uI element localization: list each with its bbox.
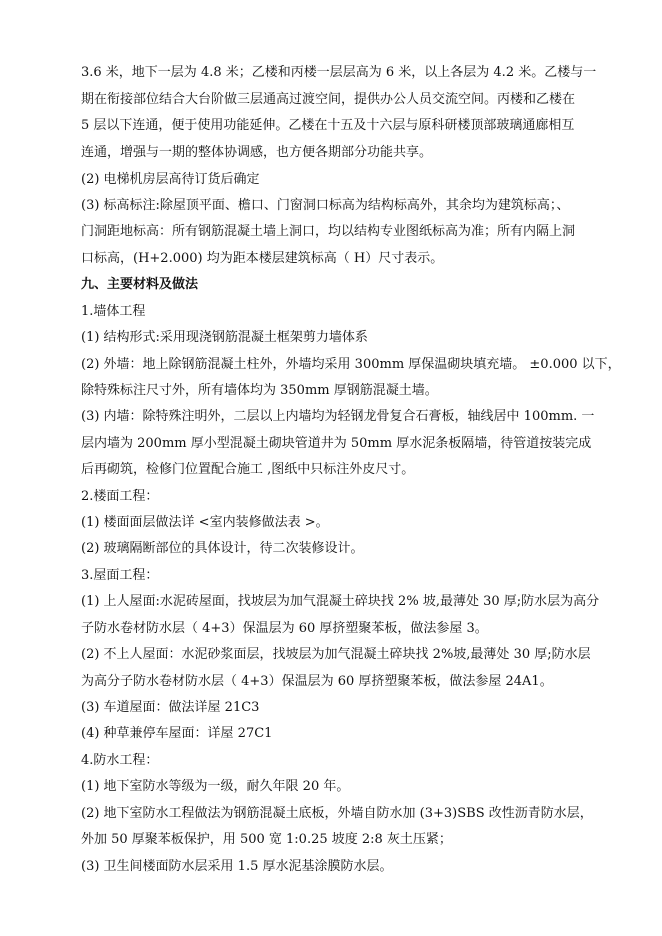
text-line: 3.屋面工程： [81,568,159,583]
text-line: 除特殊标注尺寸外，所有墙体均为 350mm 厚钢筋混凝土墙。 [81,383,438,398]
text-line: 2.楼面工程： [81,489,159,504]
text-line: 5 层以下连通，便于使用功能延伸。乙楼在十五及十六层与原科研楼顶部玻璃通廊相互 [81,118,575,133]
text-line: 为高分子防水卷材防水层（ 4+3）保温层为 60 厚挤塑聚苯板，做法参屋 24A1。 [81,674,553,689]
text-line: (1) 结构形式:采用现浇钢筋混凝土框架剪力墙体系 [81,330,368,345]
text-line: 外加 50 厚聚苯板保护，用 500 宽 1:0.25 坡度 2:8 灰土压紧； [81,832,452,847]
text-line: 4.防水工程： [81,753,159,768]
text-line: 期在衔接部位结合大台阶做三层通高过渡空间，提供办公人员交流空间。丙楼和乙楼在 [81,92,576,107]
text-line: (3) 标高标注:除屋顶平面、檐口、门窗洞口标高为结构标高外，其余均为建筑标高；、 [81,198,570,213]
text-line: (4) 种草兼停车屋面：详屋 27C1 [81,726,273,741]
text-line: 3.6 米，地下一层为 4.8 米；乙楼和丙楼一层层高为 6 米，以上各层为 4.2 米。乙楼与一 [81,65,597,80]
text-line: 层内墙为 200mm 厚小型混凝土砌块管道井为 50mm 厚水泥条板隔墙，待管道按装完成 [81,436,592,451]
text-line: (2) 外墙：地上除钢筋混凝土柱外，外墙均采用 300mm 厚保温砌块填充墙。 ±0.000 以下， [81,357,621,372]
text-line: 后再砌筑，检修门位置配合施工 ,图纸中只标注外皮尺寸。 [81,462,415,477]
text-line: (1) 楼面面层做法详 <室内装修做法表 >。 [81,515,329,530]
text-line: (1) 上人屋面:水泥砖屋面，找坡层为加气混凝土碎块找 2% 坡,最薄处 30 厚;防水层为高分 [81,594,600,609]
text-line: 1.墙体工程 [81,304,146,319]
text-line: (2) 不上人屋面：水泥砂浆面层，找坡层为加气混凝土碎块找 2%坡,最薄处 30 厚;防水层 [81,647,591,662]
text-line: 口标高，(H+2.000) 均为距本楼层建筑标高（ H）尺寸表示。 [81,251,444,266]
text-line: 门洞距地标高：所有钢筋混凝土墙上洞口，均以结构专业图纸标高为准；所有内隔上洞 [81,224,576,239]
text-line: (3) 车道屋面：做法详屋 21C3 [81,700,260,715]
text-line: (2) 地下室防水工程做法为钢筋混凝土底板，外墙自防水加 (3+3)SBS 改性沥青防水层， [81,806,593,821]
text-line: (2) 玻璃隔断部位的具体设计，待二次装修设计。 [81,541,364,556]
text-line: 子防水卷材防水层（ 4+3）保温层为 60 厚挤塑聚苯板，做法参屋 3。 [81,621,488,636]
text-line: (3) 内墙：除特殊注明外，二层以上内墙均为轻钢龙骨复合石膏板，轴线居中 100mm. 一 [81,409,595,424]
text-line: (2) 电梯机房层高待订货后确定 [81,172,260,187]
section-heading: 九、主要材料及做法 [81,277,199,292]
text-line: (3) 卫生间楼面防水层采用 1.5 厚水泥基涂膜防水层。 [81,859,393,874]
text-line: (1) 地下室防水等级为一级，耐久年限 20 年。 [81,779,350,794]
text-line: 连通，增强与一期的整体协调感，也方便各期部分功能共享。 [81,145,433,160]
